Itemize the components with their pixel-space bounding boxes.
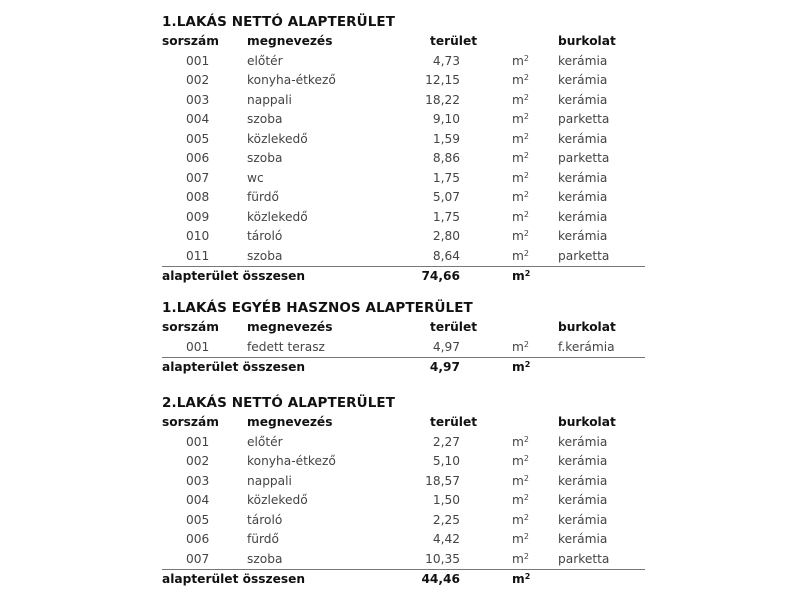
table-row (162, 130, 645, 150)
row-floor: kerámia (558, 53, 608, 68)
row-name: szoba (247, 151, 283, 165)
row-name: előtér (247, 434, 283, 449)
table-row (162, 91, 645, 111)
row-floor: kerámia (558, 512, 608, 527)
row-area: 8,64 (432, 248, 460, 263)
row-unit: $m^2$ (512, 551, 529, 566)
row-no: 006 (186, 532, 210, 546)
header-name: megnevezés (247, 415, 333, 429)
row-area: 5,10 (432, 454, 460, 468)
row-name: tároló (247, 229, 283, 243)
table-row (162, 110, 645, 130)
row-no: 004 (186, 112, 210, 126)
header-no: sorszám (162, 34, 219, 48)
total-area: 74,66 (421, 269, 460, 283)
row-name: fedett terasz (247, 339, 325, 354)
row-unit: $m^2$ (512, 73, 529, 87)
row-floor: parketta (558, 112, 610, 126)
header-area: terület (430, 34, 478, 48)
row-unit: $m^2$ (512, 229, 529, 243)
row-area: 1,75 (432, 209, 460, 224)
row-area: 5,07 (432, 190, 460, 204)
table-header (162, 32, 645, 52)
header-floor: burkolat (558, 320, 616, 334)
row-name: nappali (247, 92, 292, 107)
area-section (162, 298, 645, 378)
row-no: 011 (186, 248, 210, 263)
row-floor: kerámia (558, 92, 608, 107)
table-row (162, 208, 645, 228)
row-unit: $m^2$ (512, 92, 529, 107)
table-row (162, 71, 645, 91)
row-no: 006 (186, 151, 210, 165)
row-area: 12,15 (425, 73, 460, 87)
row-name: előtér (247, 53, 283, 68)
total-unit: $m^2$ (512, 360, 531, 374)
row-unit: $m^2$ (512, 112, 529, 126)
table-row (162, 169, 645, 189)
row-unit: $m^2$ (512, 512, 529, 527)
row-unit: $m^2$ (512, 473, 529, 488)
row-no: 001 (186, 339, 210, 354)
table-header (162, 318, 645, 338)
total-label: alapterület összesen (162, 360, 306, 374)
table-row (162, 472, 645, 492)
row-name: szoba (247, 551, 283, 566)
row-no: 007 (186, 170, 210, 185)
row-floor: kerámia (558, 532, 608, 546)
header-name: megnevezés (247, 34, 333, 48)
section-title: 2.LAKÁS NETTÓ ALAPTERÜLET (162, 395, 396, 411)
table-row (162, 247, 645, 267)
row-name: közlekedő (247, 209, 308, 224)
row-no: 005 (186, 512, 210, 527)
row-floor: kerámia (558, 229, 608, 243)
table-row (162, 550, 645, 570)
row-floor: f.kerámia (558, 339, 615, 354)
row-area: 18,57 (425, 473, 460, 488)
row-no: 002 (186, 73, 210, 87)
row-name: wc (247, 170, 264, 185)
row-no: 003 (186, 92, 210, 107)
total-area: 44,46 (421, 572, 460, 586)
row-floor: kerámia (558, 209, 608, 224)
header-floor: burkolat (558, 34, 616, 48)
table-row (162, 149, 645, 169)
row-area: 18,22 (425, 92, 460, 107)
row-no: 003 (186, 473, 210, 488)
total-row (162, 357, 645, 378)
header-name: megnevezés (247, 320, 333, 334)
row-name: konyha-étkező (247, 73, 336, 87)
row-floor: kerámia (558, 473, 608, 488)
header-no: sorszám (162, 320, 219, 334)
row-no: 009 (186, 209, 210, 224)
section-title: 1.LAKÁS NETTÓ ALAPTERÜLET (162, 14, 396, 30)
row-area: 1,59 (432, 131, 460, 146)
row-unit: $m^2$ (512, 190, 529, 204)
total-label: alapterület összesen (162, 269, 306, 283)
row-floor: kerámia (558, 73, 608, 87)
row-area: 4,73 (432, 53, 460, 68)
section-title: 1.LAKÁS EGYÉB HASZNOS ALAPTERÜLET (162, 300, 473, 316)
row-area: 4,97 (432, 339, 460, 354)
row-name: nappali (247, 473, 292, 488)
area-section (162, 12, 645, 287)
row-unit: $m^2$ (512, 209, 529, 224)
row-unit: $m^2$ (512, 151, 529, 165)
total-label: alapterület összesen (162, 572, 306, 586)
header-floor: burkolat (558, 415, 616, 429)
row-no: 001 (186, 53, 210, 68)
row-area: 9,10 (432, 112, 460, 126)
table-header (162, 413, 645, 433)
row-name: szoba (247, 248, 283, 263)
total-row (162, 266, 645, 287)
row-name: közlekedő (247, 131, 308, 146)
row-unit: $m^2$ (512, 170, 529, 185)
total-unit: $m^2$ (512, 269, 531, 283)
header-no: sorszám (162, 415, 219, 429)
row-unit: $m^2$ (512, 532, 529, 546)
table-row (162, 530, 645, 550)
table-row (162, 338, 645, 358)
table-row (162, 188, 645, 208)
row-no: 004 (186, 493, 210, 507)
table-row (162, 433, 645, 453)
row-no: 001 (186, 434, 210, 449)
total-row (162, 569, 645, 590)
total-unit: $m^2$ (512, 572, 531, 586)
table-row (162, 452, 645, 472)
row-no: 010 (186, 229, 210, 243)
table-row (162, 52, 645, 72)
header-area: terület (430, 320, 478, 334)
row-unit: $m^2$ (512, 493, 529, 507)
row-name: közlekedő (247, 493, 308, 507)
row-unit: $m^2$ (512, 53, 529, 68)
row-unit: $m^2$ (512, 248, 529, 263)
table-row (162, 511, 645, 531)
row-floor: kerámia (558, 170, 608, 185)
row-name: konyha-étkező (247, 454, 336, 468)
row-no: 008 (186, 190, 210, 204)
row-name: fürdő (247, 190, 280, 204)
row-area: 2,27 (432, 434, 460, 449)
row-area: 4,42 (432, 532, 460, 546)
row-no: 007 (186, 551, 210, 566)
table-row (162, 227, 645, 247)
area-section (162, 393, 645, 590)
row-floor: kerámia (558, 190, 608, 204)
row-name: szoba (247, 112, 283, 126)
row-area: 2,25 (432, 512, 460, 527)
row-area: 2,80 (432, 229, 460, 243)
row-floor: parketta (558, 248, 610, 263)
row-unit: $m^2$ (512, 434, 529, 449)
row-floor: parketta (558, 551, 610, 566)
row-floor: kerámia (558, 434, 608, 449)
header-area: terület (430, 415, 478, 429)
row-unit: $m^2$ (512, 339, 529, 354)
row-unit: $m^2$ (512, 131, 529, 146)
row-name: tároló (247, 512, 283, 527)
row-area: 8,86 (432, 151, 460, 165)
row-floor: kerámia (558, 493, 608, 507)
row-no: 005 (186, 131, 210, 146)
row-name: fürdő (247, 532, 280, 546)
row-floor: kerámia (558, 454, 608, 468)
row-unit: $m^2$ (512, 454, 529, 468)
row-floor: parketta (558, 151, 610, 165)
row-area: 1,75 (432, 170, 460, 185)
table-row (162, 491, 645, 511)
row-no: 002 (186, 454, 210, 468)
row-area: 10,35 (425, 551, 460, 566)
row-area: 1,50 (432, 493, 460, 507)
row-floor: kerámia (558, 131, 608, 146)
total-area: 4,97 (429, 360, 460, 374)
